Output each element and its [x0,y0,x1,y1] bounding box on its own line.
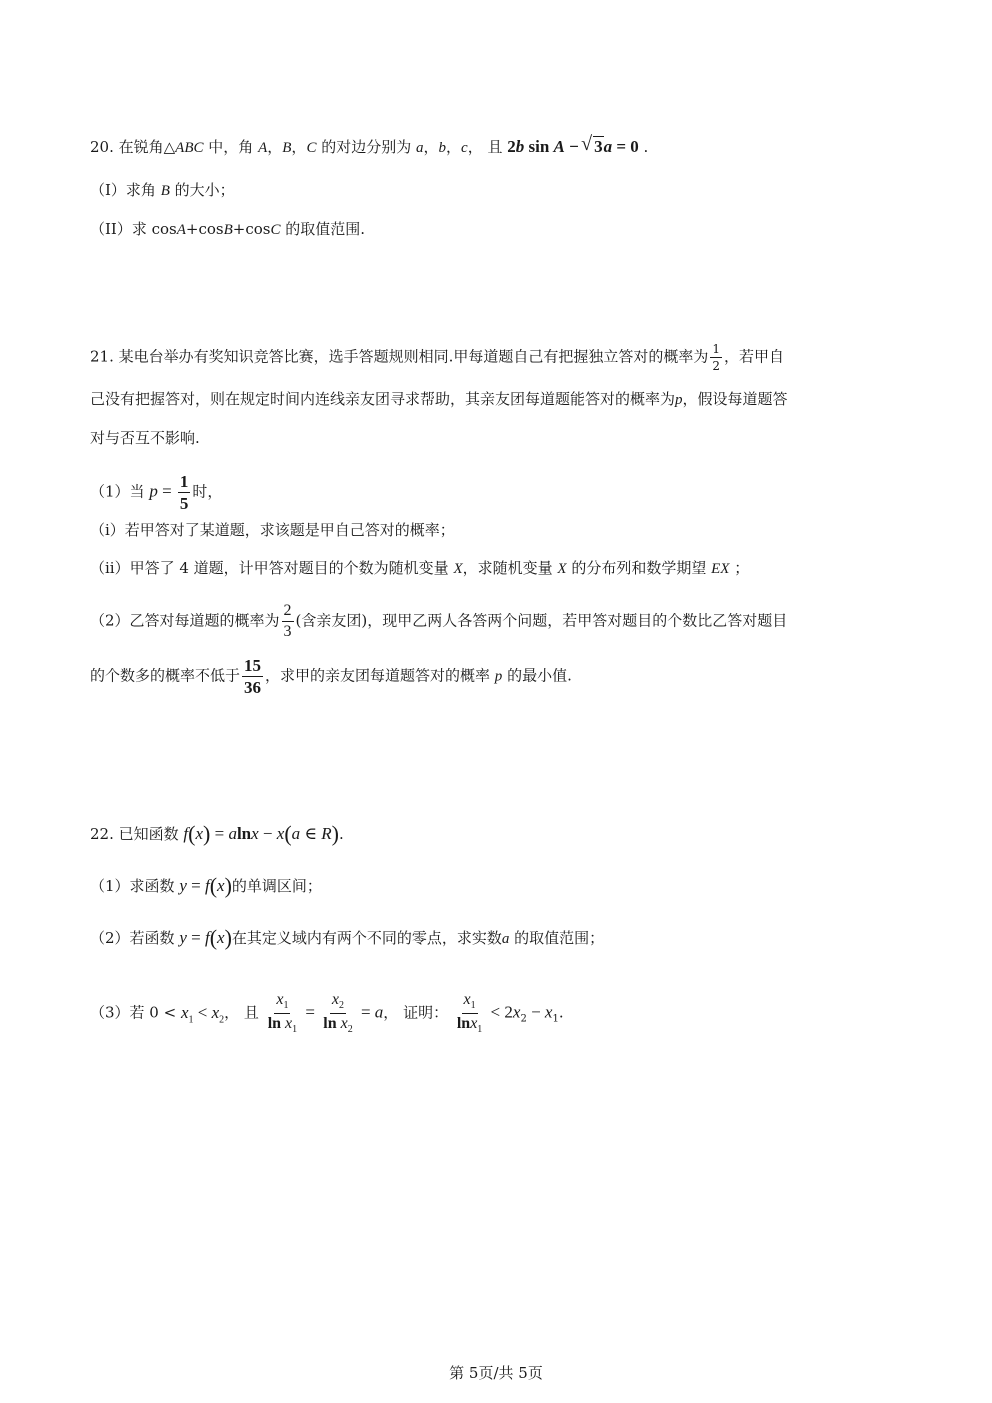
q21-sub-i: （i）若甲答对了某道题，求该题是甲自己答对的概率； [90,521,455,539]
q21-line2: 己没有把握答对，则在规定时间内连线亲友团寻求帮助，其亲友团每道题能答对的概率为p，假设每道题答 [90,390,788,408]
q21-sub2-cont: 的个数多的概率不低于 $\frac{15}{36}$ ，求甲的亲友团每道题答对的概率 p 的最小值. [90,656,572,697]
sqrt-sign: √ 3 [583,137,604,157]
fraction-one-half: $\frac{1}{2}$ [712,342,721,373]
q21-sub-ii: （ii）甲答了 4 道题，计甲答对题目的个数为随机变量 X，求随机变量 X 的分布列和数学期望 EX ； [90,559,750,577]
q22-sub3: （3）若 $0 < x_1 < x_2$， 且 $\frac{x_1}{\ln x_1}$ = $\frac{x_2}{\ln x_2}$ = a， 证明： $\frac{x_1}{\ln x_1}$ < $2x_2 - x_1$. [90,991,564,1036]
q22-sub1: （1）求函数 y = f(x)的单调区间； [90,873,322,898]
q20-part2: （II）求 cosA+cosB+cosC 的取值范围. [90,220,366,238]
q22-stem: 22. 已知函数 f(x) = alnx − x(a ∈ R). [90,821,344,846]
fraction-fifteen-thirtysixths: $\frac{15}{36}$ [244,656,262,697]
q21-sub2: （2）乙答对每道题的概率为 $\frac{2}{3}$ (含亲友团)，现甲乙两人各答两个问题，若甲答对题目的个数比乙答对题目 [90,602,788,640]
q21-sub1: （1）当 p = $\frac{1}{5}$ 时， [90,472,223,513]
q21-line1: 21. 某电台举办有奖知识竞答比赛，选手答题规则相同.甲每道题自己有把握独立答对的概率为 $\frac{1}{2}$ ，若甲自 [90,342,785,373]
fraction-two-thirds: $\frac{2}{3}$ [283,602,292,640]
q22-sub2: （2）若函数 y = f(x)在其定义域内有两个不同的零点，求实数a 的取值范围； [90,925,605,950]
fraction-x2-over-lnx2: $\frac{x_2}{\ln x_2}$ [323,991,353,1036]
fraction-x1-over-lnx1-claim: $\frac{x_1}{\ln x_1}$ [456,991,483,1036]
q20-condition: 2b sin A − √ 3a = 0 [507,137,639,156]
q21-line3: 对与否互不影响. [90,429,200,447]
q20-stem: 20. 在锐角△ABC 中，角 A，B，C 的对边分别为 a，b，c， 且 2b sin A − √ 3a = 0 . [90,137,648,158]
fraction-x1-over-lnx1: $\frac{x_1}{\ln x_1}$ [267,991,298,1036]
page-footer: 第 5页/共 5页 [449,1364,543,1382]
fraction-one-fifth: $\frac{1}{5}$ [179,472,189,513]
q20-part1: （I）求角 B 的大小； [90,181,235,199]
